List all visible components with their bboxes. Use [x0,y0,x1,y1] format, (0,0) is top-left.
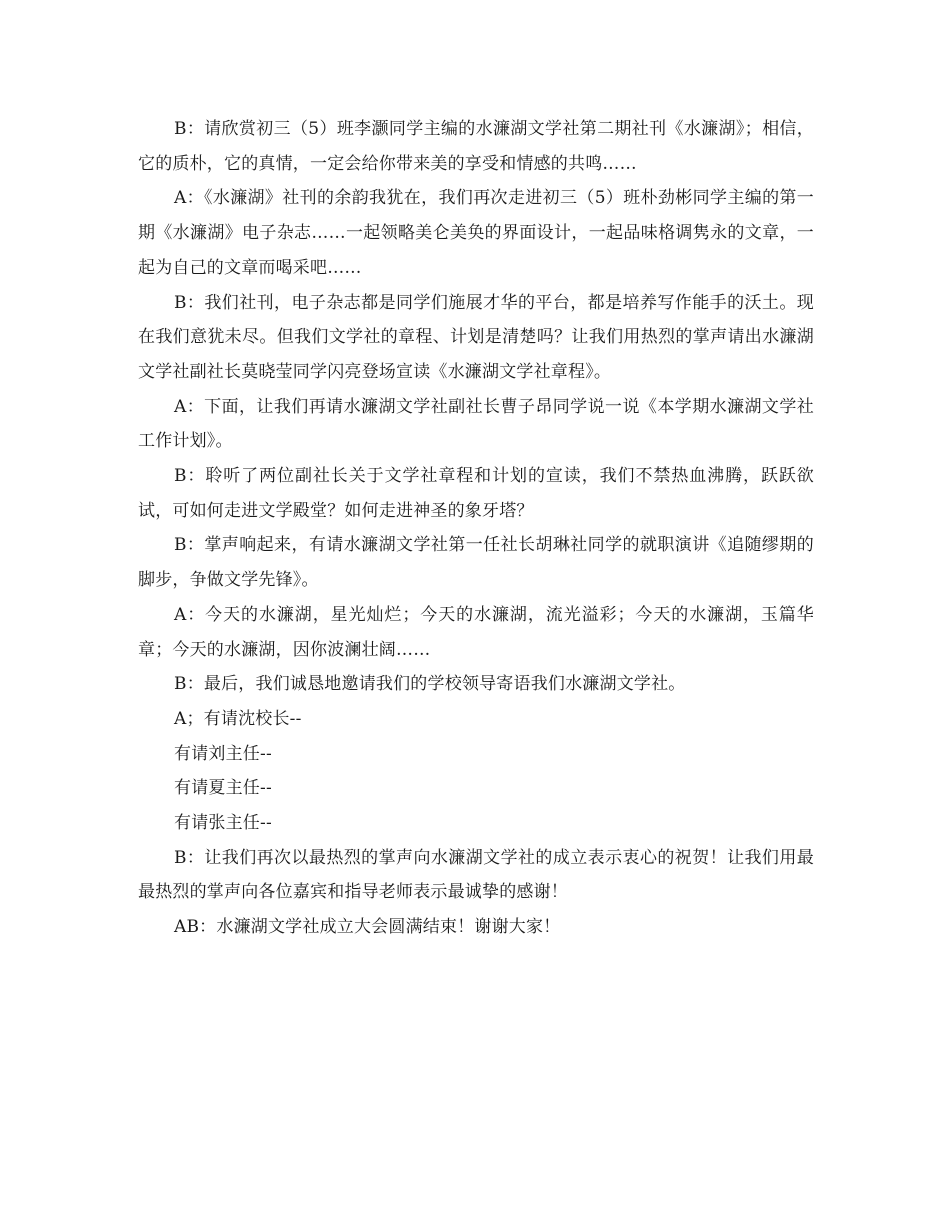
paragraph: A：今天的水濂湖，星光灿烂；今天的水濂湖，流光溢彩；今天的水濂湖，玉篇华章；今天的水濂湖，因你波澜壮阔…… [138,604,814,660]
document-page [138,112,814,945]
paragraph: AB：水濂湖文学社成立大会圆满结束！谢谢大家！ [174,917,561,938]
paragraph: A：《水濂湖》社刊的余韵我犹在，我们再次走进初三（5）班朴劲彬同学主编的第一期《水濂湖》电子杂志……一起领略美仑美奂的界面设计，一起品味格调隽永的文章，一起为自己的文章而喝采吧…… [138,188,814,278]
paragraph: 有请夏主任-- [174,778,272,799]
paragraph: B：我们社刊，电子杂志都是同学们施展才华的平台，都是培养写作能手的沃土。现在我们意犹未尽。但我们文学社的章程、计划是清楚吗？让我们用热烈的掌声请出水濂湖文学社副社长莫晓莹同学闪亮登场宣读《水濂湖文学社章程》。 [138,292,814,382]
paragraph: B：掌声响起来，有请水濂湖文学社第一任社长胡琳社同学的就职演讲《追随缪期的脚步，争做文学先锋》。 [138,535,814,591]
paragraph: B：聆听了两位副社长关于文学社章程和计划的宣读，我们不禁热血沸腾，跃跃欲试，可如何走进文学殿堂？如何走进神圣的象牙塔？ [138,466,814,521]
paragraph: 有请刘主任-- [174,743,272,764]
paragraph: B：最后，我们诚恳地邀请我们的学校领导寄语我们水濂湖文学社。 [174,674,686,695]
paragraph: A：下面，让我们再请水濂湖文学社副社长曹子昂同学说一说《本学期水濂湖文学社工作计划》。 [138,396,814,452]
paragraph: A；有请沈校长-- [174,708,302,729]
paragraph: 有请张主任-- [174,813,272,834]
paragraph: B：请欣赏初三（5）班李灏同学主编的水濂湖文学社第二期社刊《水濂湖》；相信，它的质朴，它的真情，一定会给你带来美的享受和情感的共鸣…… [138,119,814,174]
paragraph: B：让我们再次以最热烈的掌声向水濂湖文学社的成立表示衷心的祝贺！让我们用最最热烈的掌声向各位嘉宾和指导老师表示最诚挚的感谢！ [138,847,814,903]
